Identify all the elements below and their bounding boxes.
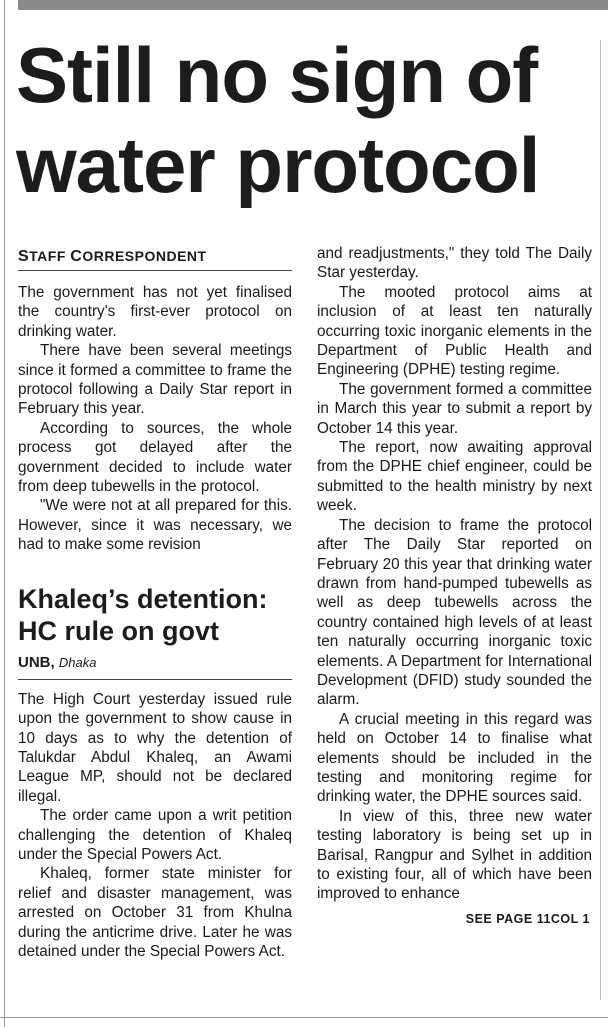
left-page-edge	[4, 0, 5, 1027]
left-column	[18, 246, 292, 961]
article1-paragraph: The government formed a committee in March this year to submit a report by October 14 this year.	[317, 380, 592, 437]
right-column	[317, 244, 592, 926]
article1-paragraph: The report, now awaiting approval from the DPHE chief engineer, could be submitted to the health ministry by next week.	[317, 439, 592, 515]
article1-paragraph: and readjustments," they told The Daily Star yesterday.	[317, 245, 592, 282]
article2-headline-line-2: HC rule on govt	[18, 615, 219, 646]
article2-byline	[18, 653, 292, 680]
article2-paragraph: The order came upon a writ petition challenging the detention of Khaleq under the Special Powers Act.	[18, 807, 292, 863]
article2-headline	[18, 583, 292, 647]
article1-paragraph: According to sources, the whole process got delayed after the government decided to include water from deep tubewells in the protocol.	[18, 419, 292, 496]
article1-paragraph: The decision to frame the protocol after The Daily Star reported on February 20 this year that drinking water drawn from hand-pumped tubewells as well as deep tubewells across the country contained high levels of at least ten naturally occurring inorganic toxic elements. A Department for International Development (DFID) study sounded the alarm.	[317, 516, 592, 709]
article2-agency: UNB,	[18, 653, 55, 671]
article1-paragraph: In view of this, three new water testing laboratory is being set up in Barisal, Rangpur and Sylhet in addition to existing four, all of which have been improved to enhance	[317, 807, 592, 903]
top-rule	[18, 0, 608, 10]
byline-initial-1: S	[18, 248, 30, 265]
article2-dateline: Dhaka	[58, 654, 97, 670]
right-column-rule	[600, 40, 601, 1000]
bottom-rule	[0, 1017, 608, 1018]
continued-jump-line: SEE PAGE 11COL 1	[465, 911, 590, 926]
article2-paragraph: Khaleq, former state minister for relief and disaster management, was arrested on October 31 from Khulna during the anticrime drive. Later he was detained under the Special Powers Act.	[18, 865, 292, 960]
article2-headline-line-1: Khaleq’s detention:	[18, 583, 268, 614]
article1-paragraph: The government has not yet finalised the country's first-ever protocol on drinking water.	[18, 284, 292, 340]
article1-paragraph: "We were not at all prepared for this. However, since it was necessary, we had to make some revision	[18, 497, 292, 554]
article1-paragraph: There have been several meetings since it formed a committee to frame the protocol following a Daily Star report in February this year.	[18, 342, 292, 418]
headline-line-2: water protocol	[16, 121, 540, 209]
article2-paragraph: The High Court yesterday issued rule upon the government to show cause in 10 days as to why the detention of Talukdar Abdul Khaleq, an Awami League MP, should not be declared illegal.	[18, 690, 292, 805]
byline-initial-2: C	[70, 248, 83, 265]
headline	[16, 30, 600, 210]
article1-byline	[18, 246, 292, 271]
article1-paragraph: A crucial meeting in this regard was held on October 14 to finalise what elements should be included in the testing and monitoring regime for drinking water, the DPHE sources said.	[317, 710, 592, 806]
byline-rest-1: TAFF	[29, 248, 71, 264]
headline-line-1: Still no sign of	[16, 31, 538, 119]
article1-paragraph: The mooted protocol aims at inclusion of at least ten naturally occurring toxic inorganic elements in the Department of Public Health and Engineering (DPHE) testing regime.	[317, 283, 592, 379]
byline-rest-2: ORRESPONDENT	[82, 248, 207, 264]
